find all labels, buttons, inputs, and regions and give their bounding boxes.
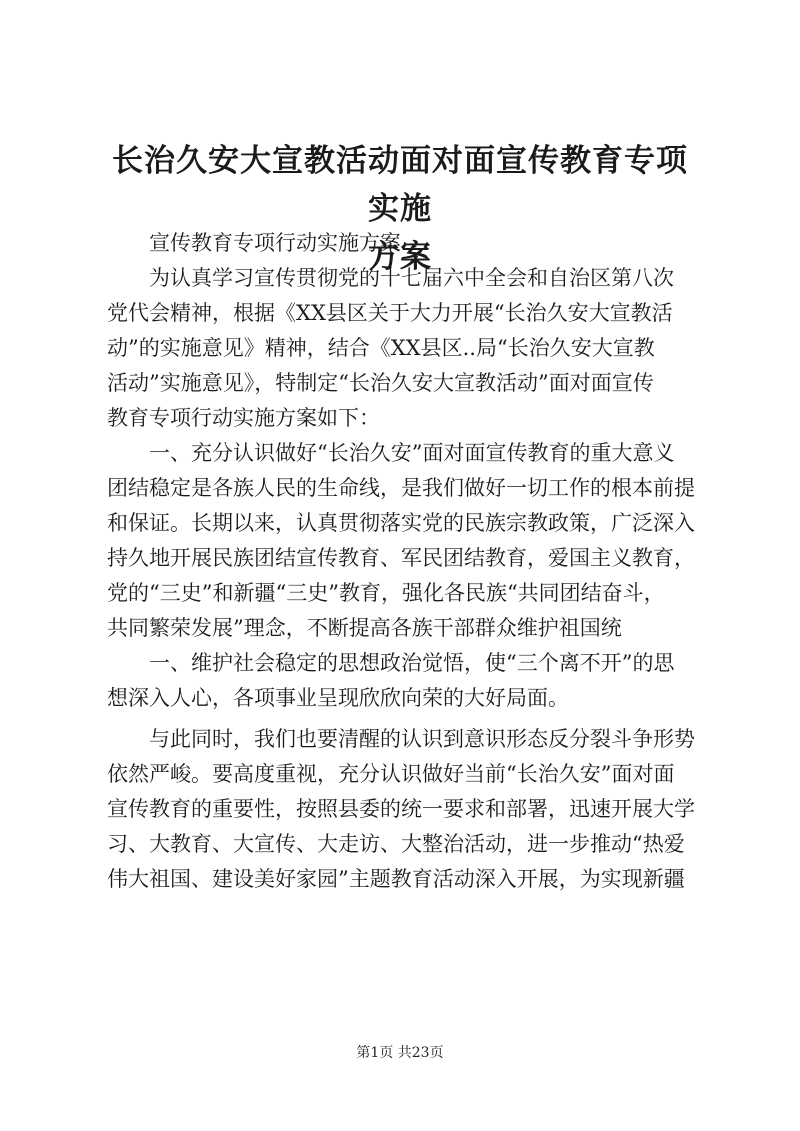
paragraph-line: 想深入人心，各项事业呈现欣欣向荣的大好局面。 [107,686,569,710]
document-body [107,226,701,897]
paragraph-section-1 [107,436,701,646]
paragraph-line: 党的“三史”和新疆“三史”教育，强化各民族“共同团结奋斗， [107,581,665,605]
paragraph-line: 活动”实施意见》，特制定“长治久安大宣教活动”面对面宣传 [107,371,654,395]
paragraph-line: 团结稳定是各族人民的生命线，是我们做好一切工作的根本前提 [107,476,695,500]
paragraph-section-2 [107,646,701,716]
paragraph-line: 宣传教育专项行动实施方案 [149,231,401,255]
paragraph-line: 共同繁荣发展”理念，不断提高各族干部群众维护祖国统 [107,616,622,640]
paragraph-line: 与此同时，我们也要清醒的认识到意识形态反分裂斗争形势 [149,727,695,751]
paragraph-situation [107,722,701,897]
paragraph-subtitle [107,226,701,261]
paragraph-line: 习、大教育、大宣传、大走访、大整治活动，进一步推动“热爱 [107,832,685,856]
paragraph-intro [107,261,701,436]
paragraph-line: 和保证。长期以来，认真贯彻落实党的民族宗教政策，广泛深入 [107,511,695,535]
paragraph-line: 党代会精神，根据《XX县区关于大力开展“长治久安大宣教活 [107,301,673,325]
page-number-footer: 第1页 共23页 [356,1045,444,1061]
title-line-1: 长治久安大宣教活动面对面宣传教育专项实施 [112,143,688,227]
paragraph-line: 教育专项行动实施方案如下： [107,406,380,430]
paragraph-line: 依然严峻。要高度重视，充分认识做好当前“长治久安”面对面 [107,762,675,786]
paragraph-line: 伟大祖国、建设美好家园”主题教育活动深入开展，为实现新疆 [107,867,685,891]
paragraph-line: 为认真学习宣传贯彻党的十七届六中全会和自治区第八次 [149,266,674,290]
title-line-2: 方案 [368,239,432,275]
paragraph-line: 持久地开展民族团结宣传教育、军民团结教育，爱国主义教育， [107,546,695,570]
paragraph-line: 一、维护社会稳定的思想政治觉悟，使“三个离不开”的思 [149,651,675,675]
paragraph-line: 宣传教育的重要性，按照县委的统一要求和部署，迅速开展大学 [107,797,695,821]
paragraph-line: 一、充分认识做好“长治久安”面对面宣传教育的重大意义 [149,441,675,465]
paragraph-line: 动”的实施意见》精神，结合《XX县区..局“长治久安大宣教 [107,336,655,360]
